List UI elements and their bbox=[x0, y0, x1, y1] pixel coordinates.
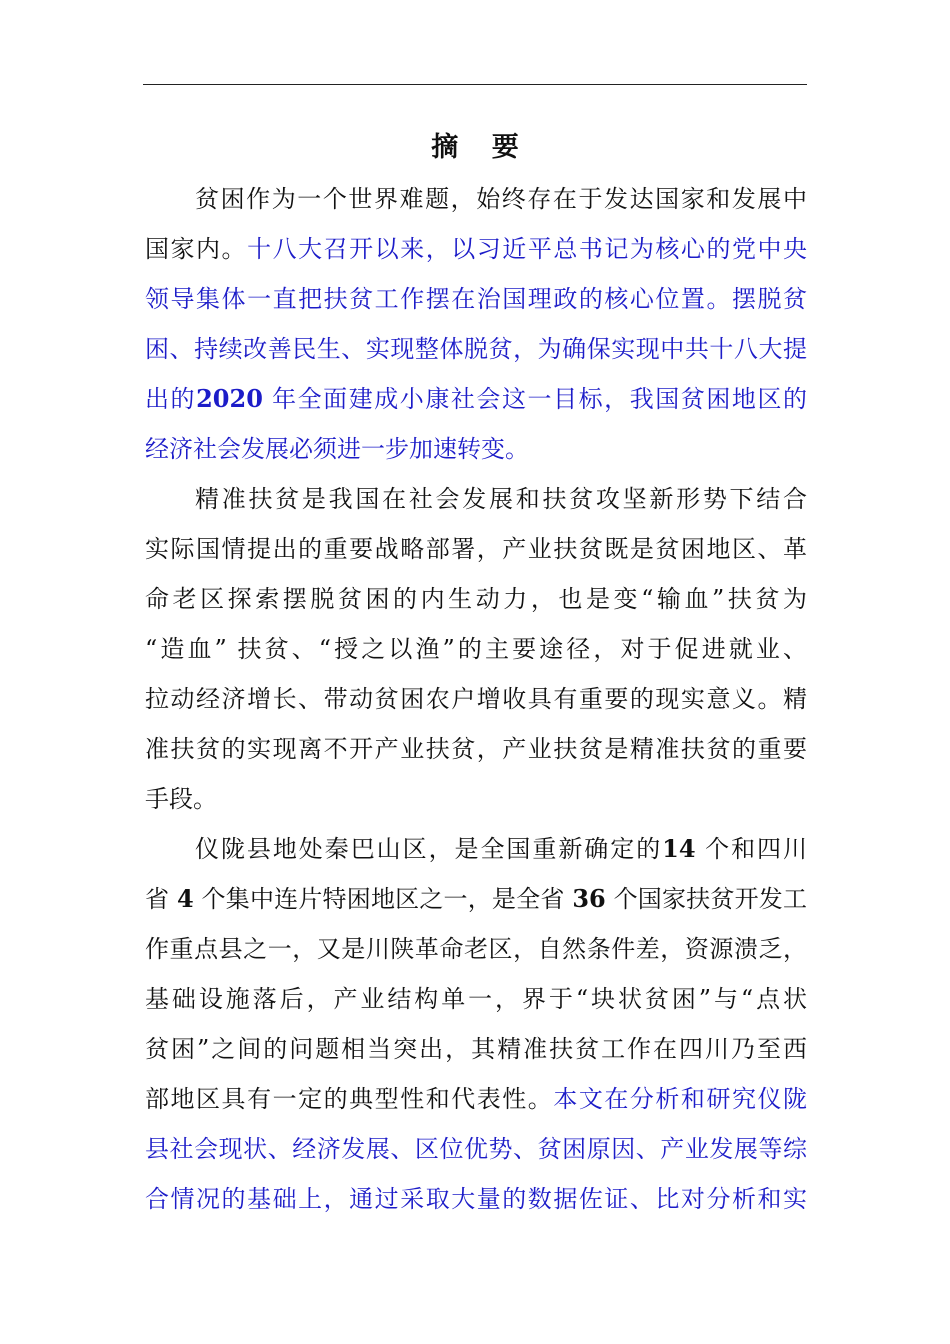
text-span: 个国家扶贫开发工 bbox=[605, 885, 807, 913]
paragraph-line bbox=[145, 174, 807, 224]
highlighted-text: 领导集体一直把扶贫工作摆在治国理政的核心位置。摆脱贫 bbox=[145, 285, 807, 313]
text-span: 精准扶贫是我国在社会发展和扶贫攻坚新形势下结合 bbox=[195, 485, 807, 513]
text-span: 仪陇县地处秦巴山区，是全国重新确定的 bbox=[195, 835, 663, 863]
highlighted-text: 经济社会发展必须进一步加速转变。 bbox=[145, 435, 529, 463]
paragraph-line bbox=[145, 374, 807, 424]
paragraph-line bbox=[145, 774, 807, 824]
number-text: 36 bbox=[572, 884, 606, 913]
paragraph-line bbox=[145, 874, 807, 924]
paragraph-line bbox=[145, 1074, 807, 1124]
number-text: 14 bbox=[662, 834, 696, 863]
text-span: 命老区探索摆脱贫困的内生动力，也是变“输血”扶贫为 bbox=[145, 585, 807, 613]
header-rule bbox=[143, 84, 807, 85]
page-title: 摘 要 bbox=[431, 132, 531, 163]
text-span: 省 bbox=[145, 885, 178, 913]
paragraph-line bbox=[145, 524, 807, 574]
highlighted-text: 十八大召开以来，以习近平总书记为核心的党中央 bbox=[247, 235, 808, 263]
highlighted-text: 出的 bbox=[145, 385, 197, 413]
number-text: 4 bbox=[177, 884, 194, 913]
paragraph-line bbox=[145, 274, 807, 324]
text-span: 个和四川 bbox=[695, 835, 808, 863]
text-span: 拉动经济增长、带动贫困农户增收具有重要的现实意义。精 bbox=[145, 685, 807, 713]
text-span: 国家内。 bbox=[145, 235, 248, 263]
paragraph-line bbox=[145, 324, 807, 374]
paragraph-line bbox=[145, 974, 807, 1024]
year-number: 2020 bbox=[196, 384, 263, 413]
text-span: 准扶贫的实现离不开产业扶贫，产业扶贫是精准扶贫的重要 bbox=[145, 735, 807, 763]
paragraph-line bbox=[145, 1124, 807, 1174]
text-span: 手段。 bbox=[145, 785, 217, 813]
highlighted-text: 合情况的基础上，通过采取大量的数据佐证、比对分析和实 bbox=[145, 1185, 807, 1213]
highlighted-text: 困、持续改善民生、实现整体脱贫，为确保实现中共十八大提 bbox=[145, 335, 807, 363]
paragraph-line bbox=[145, 724, 807, 774]
text-span: 基础设施落后，产业结构单一，界于“块状贫困”与“点状 bbox=[145, 985, 807, 1013]
text-span: 部地区具有一定的典型性和代表性。 bbox=[145, 1085, 554, 1113]
paragraph-line bbox=[145, 1024, 807, 1074]
paragraph-line bbox=[145, 924, 807, 974]
highlighted-text: 年全面建成小康社会这一目标，我国贫困地区的 bbox=[262, 385, 807, 413]
abstract-body bbox=[145, 174, 807, 1224]
paragraph-line bbox=[145, 474, 807, 524]
paragraph-line bbox=[145, 224, 807, 274]
paragraph-line bbox=[145, 574, 807, 624]
text-span: 贫困作为一个世界难题，始终存在于发达国家和发展中 bbox=[195, 185, 807, 213]
paragraph-line bbox=[145, 824, 807, 874]
paragraph-line bbox=[145, 424, 807, 474]
text-span: “造血” 扶贫、“授之以渔”的主要途径，对于促进就业、 bbox=[145, 635, 807, 663]
paragraph-line bbox=[145, 674, 807, 724]
text-span: 贫困”之间的问题相当突出，其精准扶贫工作在四川乃至西 bbox=[145, 1035, 807, 1063]
paragraph-line bbox=[145, 1174, 807, 1224]
text-span: 实际国情提出的重要战略部署，产业扶贫既是贫困地区、革 bbox=[145, 535, 807, 563]
text-span: 个集中连片特困地区之一，是全省 bbox=[193, 885, 573, 913]
highlighted-text: 县社会现状、经济发展、区位优势、贫困原因、产业发展等综 bbox=[145, 1135, 807, 1163]
text-span: 作重点县之一，又是川陕革命老区，自然条件差，资源溃乏， bbox=[145, 935, 807, 963]
paragraph-line bbox=[145, 624, 807, 674]
highlighted-text: 本文在分析和研究仪陇 bbox=[553, 1085, 808, 1113]
